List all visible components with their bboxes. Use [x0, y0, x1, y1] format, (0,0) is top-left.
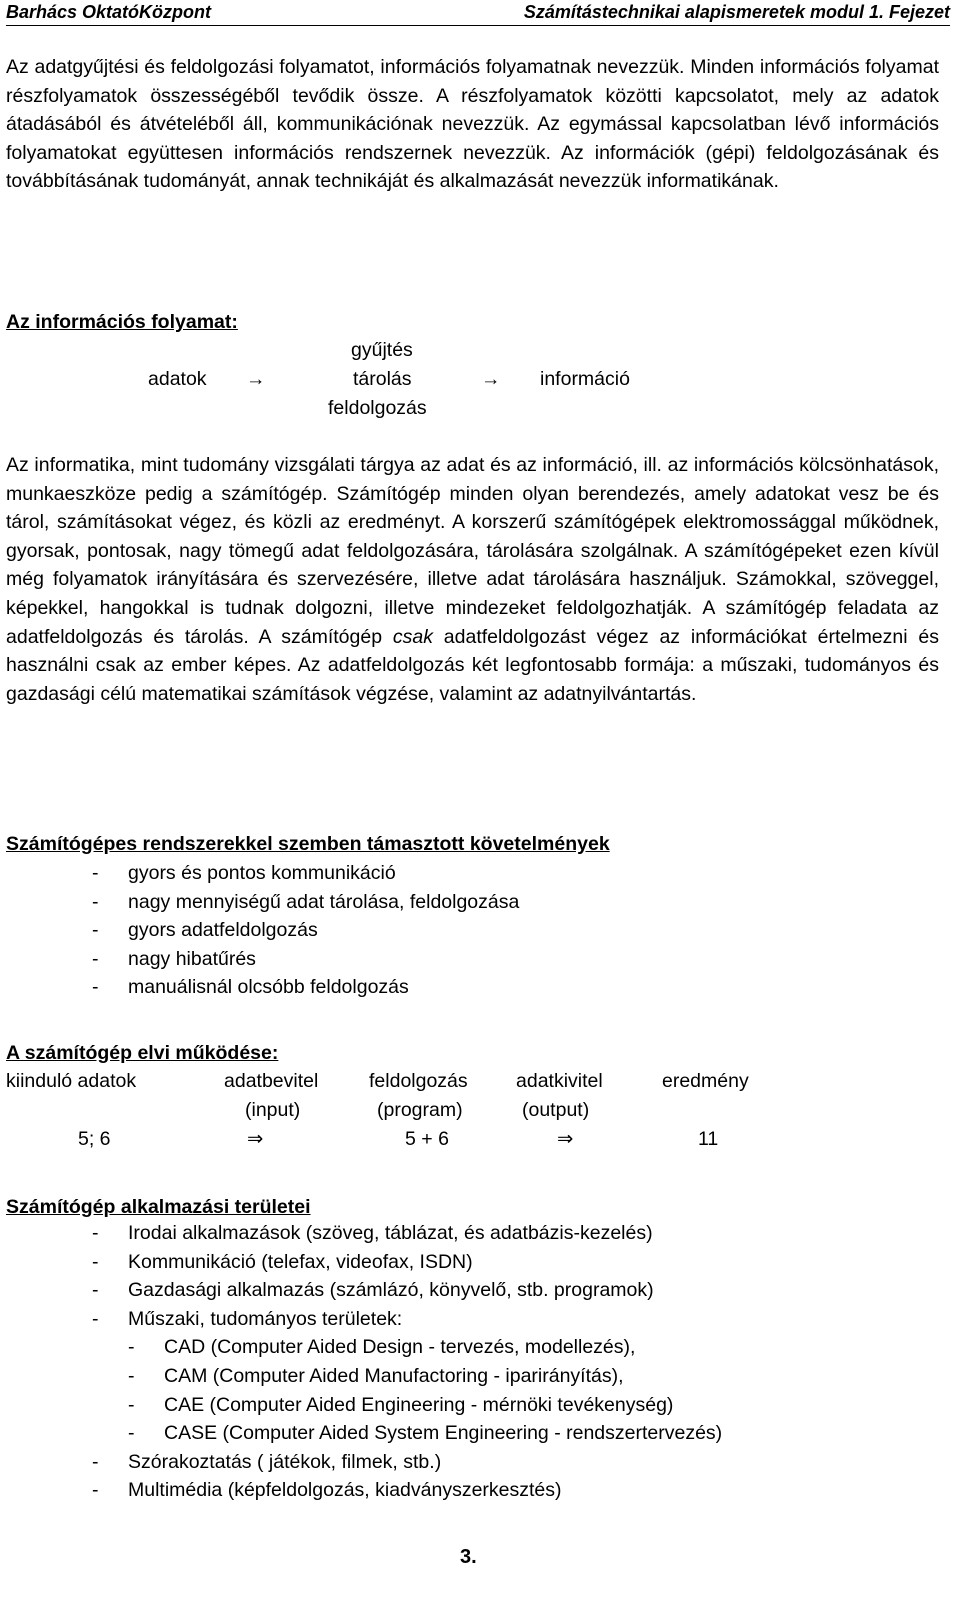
process-heading: Az információs folyamat: — [6, 311, 238, 333]
process-arrow-1: → — [246, 368, 266, 390]
list-dash: - — [92, 1450, 99, 1473]
principle-example-arrow-2: ⇒ — [557, 1128, 574, 1150]
list-item-text: gyors adatfeldolgozás — [128, 919, 318, 942]
principle-heading: A számítógép elvi működése: — [6, 1042, 279, 1064]
header-module-title: Számítástechnikai alapismeretek modul 1. Fejezet — [523, 2, 950, 22]
list-item-text: Irodai alkalmazások (szöveg, táblázat, és adatbázis-kezelés) — [128, 1222, 653, 1244]
process-step-store: tárolás — [353, 368, 412, 390]
list-dash: - — [128, 1422, 135, 1445]
process-step-collect: gyűjtés — [351, 339, 413, 361]
list-item-text: Szórakoztatás ( játékok, filmek, stb.) — [128, 1450, 442, 1473]
principle-example-expression: 5 + 6 — [405, 1128, 449, 1150]
list-dash: - — [92, 919, 99, 942]
list-dash: - — [92, 1222, 99, 1244]
list-item-text: manuálisnál olcsóbb feldolgozás — [128, 976, 409, 999]
list-dash: - — [92, 862, 99, 884]
process-step-process: feldolgozás — [328, 397, 427, 419]
list-item-text: Multimédia (képfeldolgozás, kiadványszerkesztés) — [128, 1479, 562, 1502]
informatics-paragraph — [6, 451, 939, 708]
intro-paragraph: Az adatgyűjtési és feldolgozási folyamatot, információs folyamatnak nevezzük. Minden információs folyamat részfolyamatok összességéből tevődik össze. A részfolyamatok közötti kapcsolatot, mely az adatok átadásából és átvételéből áll, kommunikációnak nevezzük. Az egymással kapcsolatban lévő információs folyamatokat együttesen információs rendszernek nevezzük. Az információk (gépi) feldolgozásának és továbbításának tudományát, annak technikáját és alkalmazását nevezzük informatikának. — [6, 56, 939, 193]
principle-sublabel-output: (output) — [522, 1099, 590, 1121]
list-dash: - — [92, 947, 99, 970]
list-item-text: Gazdasági alkalmazás (számlázó, könyvelő, stb. programok) — [128, 1279, 654, 1302]
page-header — [0, 0, 960, 24]
list-dash: - — [92, 976, 99, 999]
list-item-text: nagy hibatűrés — [128, 947, 256, 970]
list-item-text: Műszaki, tudományos területek: — [128, 1307, 403, 1330]
principle-example-result: 11 — [698, 1128, 719, 1150]
principle-label-data-output: adatkivitel — [516, 1070, 603, 1092]
list-dash: - — [128, 1364, 135, 1387]
principle-example-input: 5; 6 — [78, 1128, 111, 1150]
process-arrow-2: → — [481, 368, 501, 390]
list-dash: - — [92, 1479, 99, 1502]
list-dash: - — [92, 1307, 99, 1330]
list-item-text: CAM (Computer Aided Manufactoring - iparirányítás), — [164, 1364, 624, 1387]
principle-example-arrow-1: ⇒ — [247, 1128, 264, 1150]
principle-label-data-entry: adatbevitel — [224, 1070, 319, 1092]
list-item-text: nagy mennyiségű adat tárolása, feldolgozása — [128, 890, 520, 913]
areas-heading: Számítógép alkalmazási területei — [6, 1196, 311, 1218]
list-item-text: CAD (Computer Aided Design - tervezés, modellezés), — [164, 1336, 636, 1359]
list-item-text: CASE (Computer Aided System Engineering - rendszertervezés) — [164, 1422, 723, 1445]
header-rule — [6, 25, 950, 26]
list-item-text: gyors és pontos kommunikáció — [128, 862, 396, 884]
list-item-text: CAE (Computer Aided Engineering - mérnöki tevékenység) — [164, 1393, 674, 1416]
process-output: információ — [540, 368, 630, 390]
list-dash: - — [128, 1393, 135, 1416]
process-input: adatok — [148, 368, 207, 390]
principle-label-result: eredmény — [662, 1070, 749, 1092]
list-dash: - — [92, 1250, 99, 1273]
principle-label-processing: feldolgozás — [369, 1070, 468, 1092]
page-number: 3. — [460, 1546, 477, 1568]
principle-sublabel-input: (input) — [245, 1099, 301, 1121]
list-dash: - — [128, 1336, 135, 1359]
informatics-text-b: adatfeldolgozást végez az információkat értelmezni és használni csak az ember képes. Az adatfeldolgozás két legfontosabb formája: a műszaki, tudományos és gazdasági célú matematikai számítások végzése, valamint az adatnyilvántartás. — [6, 625, 939, 705]
list-item-text: Kommunikáció (telefax, videofax, ISDN) — [128, 1250, 473, 1273]
principle-sublabel-program: (program) — [377, 1099, 463, 1121]
informatics-text-a: Az informatika, mint tudomány vizsgálati tárgya az adat és az információ, ill. az információs kölcsönhatások, munkaeszköze pedig a számítógép. Számítógép minden olyan berendezés, amely adatokat vesz be és tárol, számításokat végez, és közli az eredményt. A korszerű számítógépek elektromossággal működnek, gyorsak, pontosak, nagy tömegű adat feldolgozására, tárolására szolgálnak. A számítógépeket ezen kívül még folyamatok irányítására és szervezésére, illetve adat tárolására használjuk. Számokkal, szöveggel, képekkel, hangokkal is tudnak dolgozni, illetve mindezeket feldolgozhatják. A számítógép feladata az adatfeldolgozás és tárolás. A számítógép — [6, 454, 939, 648]
list-dash: - — [92, 1279, 99, 1302]
list-dash: - — [92, 890, 99, 913]
header-organization: Barhács OktatóKözpont — [6, 2, 212, 22]
principle-label-input-data: kiinduló adatok — [6, 1070, 137, 1092]
requirements-heading: Számítógépes rendszerekkel szemben támasztott követelmények — [6, 833, 610, 855]
informatics-italic-word: csak — [392, 625, 433, 648]
